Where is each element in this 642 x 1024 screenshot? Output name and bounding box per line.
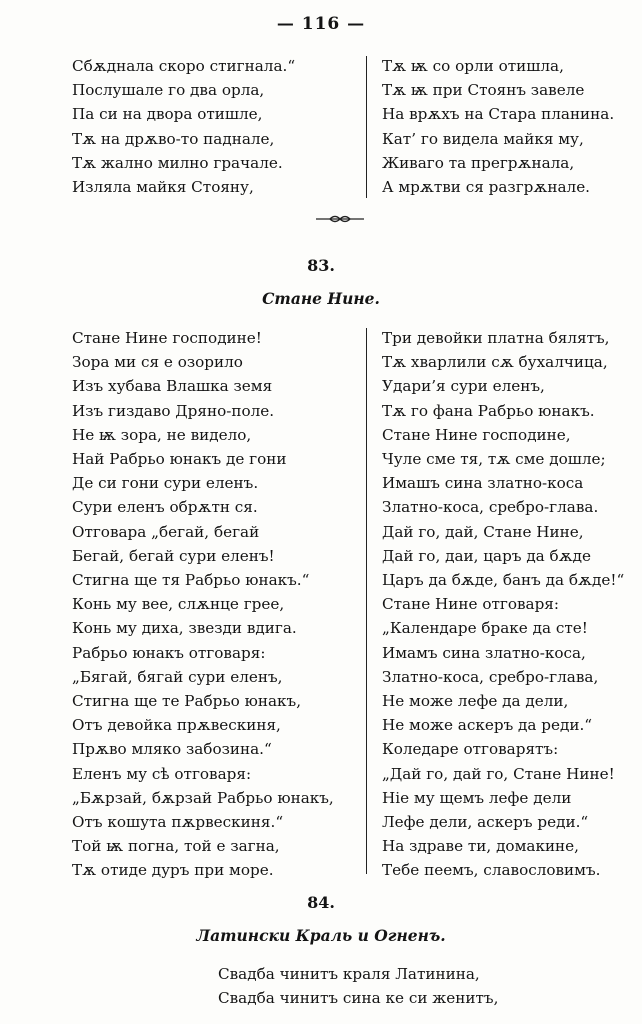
verse-line: Царъ да бѫде, банъ да бѫде!“ [382, 571, 625, 590]
verse-line: Тѫ жално милно грачале. [72, 153, 283, 172]
verse-line: Зора ми ся е озорило [72, 353, 243, 372]
verse-line: Тебе пеемъ, славословимъ. [382, 861, 601, 880]
verse-line: Не може лефе да дели, [382, 692, 569, 711]
column-divider [366, 56, 367, 198]
verse-line: Сури еленъ обрѫтн ся. [72, 498, 258, 517]
verse-line: Златно-коса, сребро-глава. [382, 498, 599, 517]
verse-line: Чуле сме тя, тѫ сме дошле; [382, 450, 606, 469]
verse-line: Бегай, бегай сури еленъ! [72, 546, 275, 565]
verse-line: Живаго та прегрѫнала, [382, 153, 575, 172]
verse-line: Имашъ сина златно-коса [382, 474, 584, 493]
verse-line: Кат’ го видела майкя му, [382, 129, 584, 148]
verse-line: Изляла майкя Стояну, [72, 178, 254, 197]
verse-line: „Бягай, бягай сури еленъ, [72, 667, 283, 686]
verse-line: Свадба чинитъ краля Латинина, [218, 965, 480, 983]
verse-line: „Дай го, дай го, Стане Нине! [382, 764, 615, 783]
verse-line: „Бѫрзай, бѫрзай Рабрьо юнакъ, [72, 788, 334, 807]
verse-line: Стигна ще тя Рабрьо юнакъ.“ [72, 571, 310, 590]
page-number: — 116 — [276, 14, 366, 34]
verse-line: Не ѭ зора, не видело, [72, 425, 252, 444]
verse-line: А мрѫтви ся разгрѫнале. [382, 178, 591, 197]
poem-83-left-column [72, 326, 334, 883]
verse-line: Тѫ го фана Рабрьо юнакъ. [382, 401, 595, 420]
verse-line: Тѫ на дрѫво-то паднале, [72, 129, 275, 148]
verse-line: Тѫ отиде дуръ при море. [72, 861, 274, 880]
verse-line: Прѫво мляко забозина.“ [72, 740, 272, 759]
poem-number: 83. [307, 256, 335, 275]
poem-title: Латински Краль и Огненъ. [196, 926, 446, 945]
verse-line: Отъ девойка прѫвескиня, [72, 716, 281, 735]
verse-line: Рабрьо юнакъ отговаря: [72, 643, 266, 662]
verse-line: Дай го, даи, царъ да бѫде [382, 546, 592, 565]
verse-line: На здраве ти, домакине, [382, 837, 579, 856]
verse-line: Сбѫднала скоро стигнала.“ [72, 57, 296, 75]
verse-line: Па си на двора отишле, [72, 105, 263, 124]
verse-line: Отговара „бегай, бегай [72, 522, 260, 541]
verse-line: Дай го, дай, Стане Нине, [382, 522, 584, 541]
verse-line: Изъ хубава Влашка земя [72, 377, 273, 396]
verse-line: Тѫ хварлили сѫ бухалчица, [382, 353, 608, 372]
poem-84-lines [218, 962, 498, 1010]
verse-line: Златно-коса, сребро-глава, [382, 667, 599, 686]
poem-number: 84. [307, 893, 335, 912]
verse-line: Тѫ ѭ со орли отишла, [382, 57, 564, 75]
verse-line: Стане Нине господине! [72, 329, 262, 347]
verse-line: Стане Нине отговаря: [382, 595, 559, 614]
verse-line: Имамъ сина златно-коса, [382, 643, 586, 662]
poem-title: Стане Нине. [262, 289, 380, 308]
verse-line: Той ѭ погна, той е загна, [72, 837, 280, 856]
verse-line: Тѫ ѭ при Стоянъ завеле [382, 81, 585, 100]
verse-line: Еленъ му сѣ отговаря: [72, 764, 252, 783]
verse-line: Стане Нине господине, [382, 425, 571, 444]
verse-line: Конь му диха, звезди вдига. [72, 619, 297, 638]
verse-line: Три девойки платна бялятъ, [382, 329, 610, 347]
verse-line: Лефе дели, аскеръ реди.“ [382, 813, 589, 832]
ornament-divider [316, 214, 364, 224]
verse-line: На врѫхъ на Стара планина. [382, 105, 615, 124]
column-divider [366, 328, 367, 874]
verse-line: Свадба чинитъ сина ке си женитъ, [218, 989, 499, 1008]
verse-line: Коледаре отговарятъ: [382, 740, 559, 759]
prev-poem-left-column [72, 54, 295, 199]
poem-83-right-column [382, 326, 624, 883]
verse-line: Ніе му щемъ лефе дели [382, 788, 572, 807]
verse-line: Послушале го два орла, [72, 81, 265, 100]
verse-line: Конь му вее, слѫнце грее, [72, 595, 285, 614]
verse-line: Удари’я сури еленъ, [382, 377, 545, 396]
verse-line: Най Рабрьо юнакъ де гони [72, 450, 287, 469]
verse-line: Де си гони сури еленъ. [72, 474, 259, 493]
verse-line: Отъ кошута пѫрвескиня.“ [72, 813, 284, 832]
verse-line: Стигна ще те Рабрьо юнакъ, [72, 692, 302, 711]
verse-line: Не може аскеръ да реди.“ [382, 716, 593, 735]
verse-line: „Календаре браке да сте! [382, 619, 588, 638]
prev-poem-right-column [382, 54, 614, 199]
verse-line: Изъ гиздаво Дряно-поле. [72, 401, 275, 420]
